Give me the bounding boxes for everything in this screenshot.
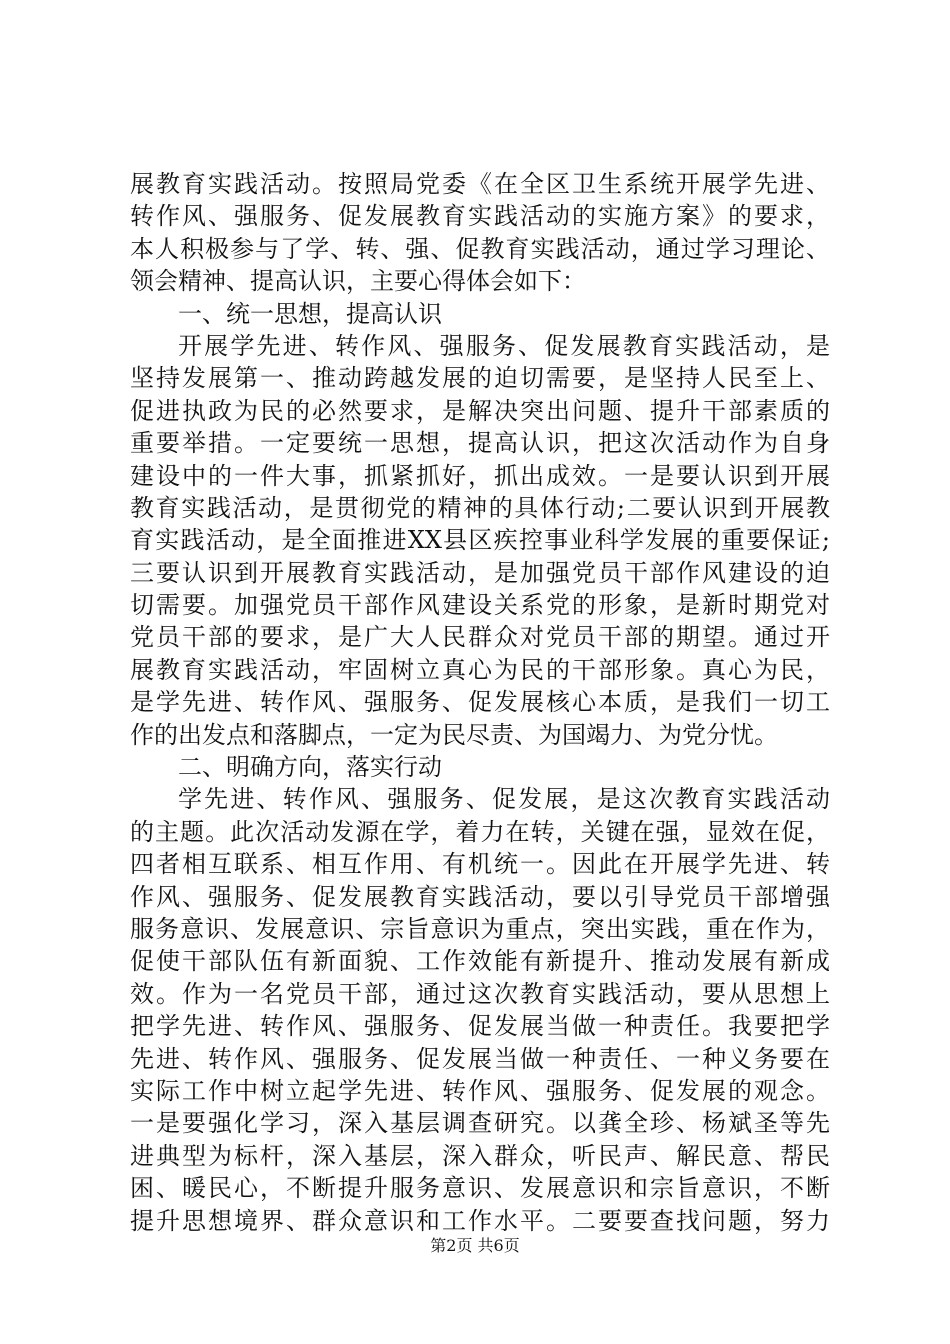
text-line: 二、明确方向，落实行动 [178,753,442,782]
text-line: 领会精神、提高认识，主要心得体会如下： [130,267,586,296]
text-line: 作的出发点和落脚点，一定为民尽责、为国竭力、为党分忧。 [130,720,778,749]
text-line: 促进执政为民的必然要求，是解决突出问题、提升干部素质的 [130,396,830,425]
text-line: 提升思想境界、群众意识和工作水平。二要要查找问题，努力 [130,1206,830,1235]
text-line: 一、统一思想，提高认识 [178,299,442,328]
text-line: 党员干部的要求，是广大人民群众对党员干部的期望。通过开 [130,623,830,652]
text-line: 坚持发展第一、推动跨越发展的迫切需要，是坚持人民至上、 [130,364,830,393]
text-line: 作风、强服务、促发展教育实践活动，要以引导党员干部增强 [130,882,830,911]
text-line: 进典型为标杆，深入基层，深入群众，听民声、解民意、帮民 [130,1141,830,1170]
text-line: 建设中的一件大事，抓紧抓好，抓出成效。一是要认识到开展 [130,461,830,490]
text-line: 开展学先进、转作风、强服务、促发展教育实践活动，是 [178,331,830,360]
text-line: 展教育实践活动。按照局党委《在全区卫生系统开展学先进、 [130,170,830,198]
text-line: 三要认识到开展教育实践活动，是加强党员干部作风建设的迫 [130,558,830,587]
text-line: 本人积极参与了学、转、强、促教育实践活动，通过学习理论、 [130,234,830,263]
text-line: 实际工作中树立起学先进、转作风、强服务、促发展的观念。 [130,1076,830,1105]
text-line: 学先进、转作风、强服务、促发展，是这次教育实践活动 [178,785,830,814]
text-line: 切需要。加强党员干部作风建设关系党的形象，是新时期党对 [130,591,830,620]
document-body [130,168,830,1237]
text-line: 效。作为一名党员干部，通过这次教育实践活动，要从思想上 [130,979,830,1008]
text-line: 服务意识、发展意识、宗旨意识为重点，突出实践，重在作为， [130,914,830,943]
text-line: 重要举措。一定要统一思想，提高认识，把这次活动作为自身 [130,429,830,458]
text-line: 先进、转作风、强服务、促发展当做一种责任、一种义务要在 [130,1044,830,1073]
text-line: 困、暖民心，不断提升服务意识、发展意识和宗旨意识，不断 [130,1174,830,1203]
text-line: 育实践活动，是全面推进XX县区疾控事业科学发展的重要保证; [130,526,830,555]
text-line: 一是要强化学习，深入基层调查研究。以龚全珍、杨斌圣等先 [130,1109,830,1138]
text-line: 四者相互联系、相互作用、有机统一。因此在开展学先进、转 [130,850,830,879]
text-line: 教育实践活动，是贯彻党的精神的具体行动;二要认识到开展教 [130,493,830,522]
text-line: 的主题。此次活动发源在学，着力在转，关键在强，显效在促， [130,817,830,846]
text-line: 是学先进、转作风、强服务、促发展核心本质，是我们一切工 [130,688,830,717]
text-line: 展教育实践活动，牢固树立真心为民的干部形象。真心为民， [130,655,830,684]
page-number-footer: 第2页 共6页 [430,1236,520,1255]
text-line: 把学先进、转作风、强服务、促发展当做一种责任。我要把学 [130,1012,830,1041]
text-line: 转作风、强服务、促发展教育实践活动的实施方案》的要求， [130,202,830,231]
text-line: 促使干部队伍有新面貌、工作效能有新提升、推动发展有新成 [130,947,830,976]
